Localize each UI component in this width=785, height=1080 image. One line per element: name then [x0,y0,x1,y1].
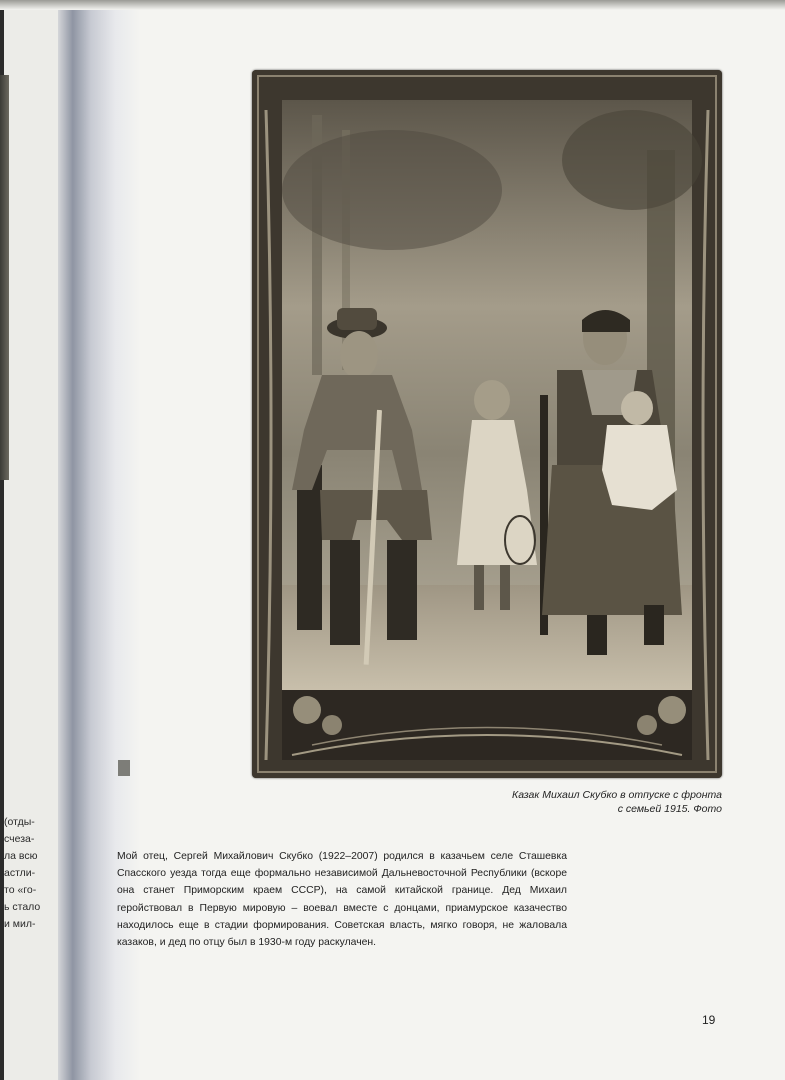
article-body [117,848,567,951]
left-page-text [4,814,44,933]
left-text-line: (отды- [4,816,35,828]
family-photograph [252,70,722,778]
left-photo-fragment [0,75,9,480]
left-text-line: астли- [4,867,36,879]
photo-caption [440,788,722,816]
page-number: 19 [702,1013,716,1027]
left-text-line: счеза- [4,833,35,845]
caption-line: Казак Михаил Скубко в отпуске с фронта [512,789,722,801]
left-text-line: и мил- [4,918,36,930]
article-paragraph: Мой отец, Сергей Михайлович Скубко (1922–2007) родился в казачьем селе Сташевка Спасского уезда тогда еще формально независимой Дальневосточной Республики (вскоре она станет Приморским краем СССР), на самой китайской границе. Дед Михаил геройствовал в Первую мировую – воевал вместе с донцами, приамурское казачество находилось еще в стадии формирования. Советская власть, мягко говоря, не жаловала казаков, и дед по отцу был в 1930-м году раскулачен. [117,851,567,949]
left-text-line: ь стало [4,901,41,913]
top-shadow [0,0,785,10]
margin-mark [118,760,130,776]
left-text-line: ла всю [4,850,38,862]
left-text-line: то «го- [4,884,37,896]
caption-line: с семьей 1915. Фото [617,803,722,815]
